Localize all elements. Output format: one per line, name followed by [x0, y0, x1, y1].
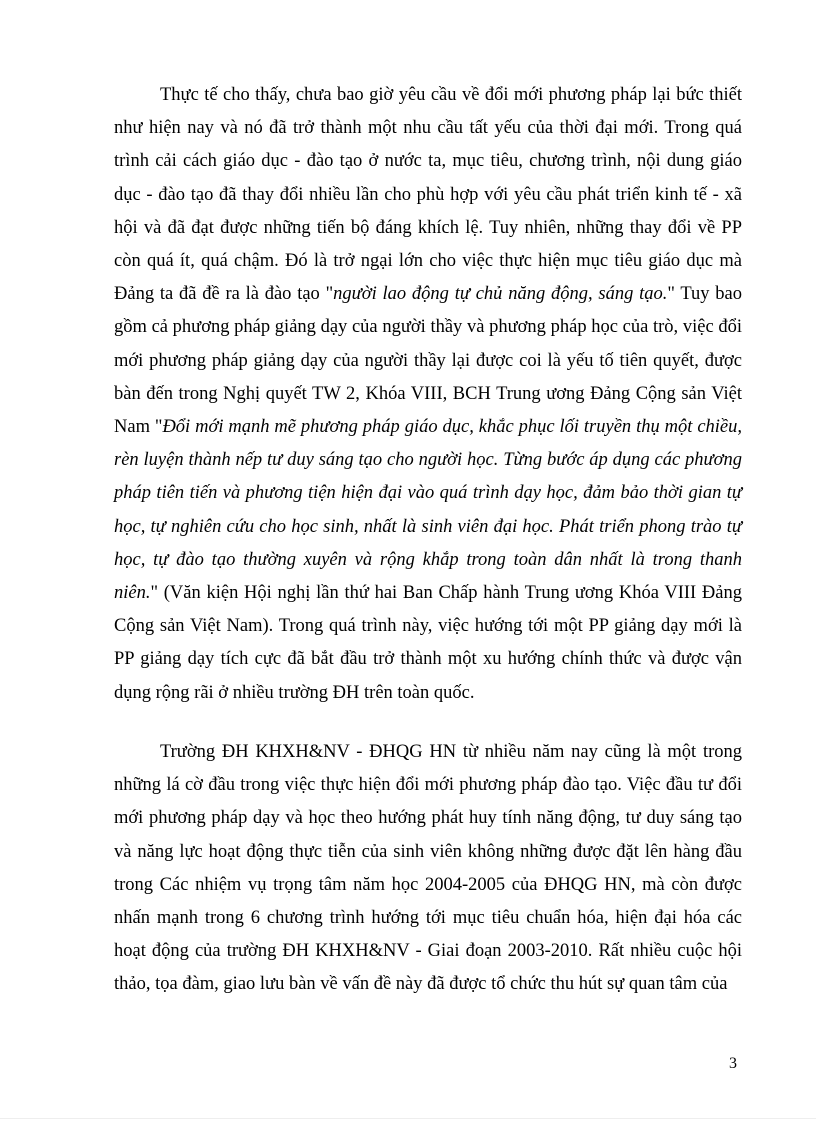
paragraph-text: " (Văn kiện Hội nghị lần thứ hai Ban Chấp hành Trung ương Khóa VIII Đảng Cộng sản Việt Nam). Trong quá trình này, việc hướng tới một PP giảng dạy mới là PP giảng dạy tích cực đã bắt đầu trở thành một xu hướng chính thức và được vận dụng rộng rãi ở nhiều trường ĐH trên toàn quốc. — [114, 583, 742, 703]
paragraph-text: " Tuy bao gồm cả phương pháp giảng dạy của người thầy và phương pháp học của trò, việc đổi mới phương pháp giảng dạy của người thầy lại được coi là yếu tố tiên quyết, được bàn đến trong Nghị quyết TW 2, Khóa VIII, BCH Trung ương Đảng Cộng sản Việt Nam " — [114, 284, 742, 438]
page-number: 3 — [729, 1055, 737, 1072]
italic-quote: Đổi mới mạnh mẽ phương pháp giáo dục, khắc phục lối truyền thụ một chiều, rèn luyện thành nếp tư duy sáng tạo cho người học. Từng bước áp dụng các phương pháp tiên tiến và phương tiện hiện đại vào quá trình dạy học, đảm bảo thời gian tự học, tự nghiên cứu cho học sinh, nhất là sinh viên đại học. Phát triển phong trào tự học, tự đào tạo thường xuyên và rộng khắp trong toàn dân nhất là trong thanh niên. — [114, 417, 743, 604]
body-paragraph: Trường ĐH KHXH&NV - ĐHQG HN từ nhiều năm nay cũng là một trong những lá cờ đầu trong việc thực hiện đổi mới phương pháp đào tạo. Việc đầu tư đổi mới phương pháp dạy và học theo hướng phát huy tính năng động, tư duy sáng tạo và năng lực hoạt động thực tiễn của sinh viên không những được đặt lên hàng đầu trong Các nhiệm vụ trọng tâm năm học 2004-2005 của ĐHQG HN, mà còn được nhấn mạnh trong 6 chương trình hướng tới mục tiêu chuẩn hóa, hiện đại hóa các hoạt động của trường ĐH KHXH&NV - Giai đoạn 2003-2010. Rất nhiều cuộc hội thảo, tọa đàm, giao lưu bàn về vấn đề này đã được tổ chức thu hút sự quan tâm của — [114, 742, 742, 995]
body-paragraph — [114, 79, 742, 710]
page-bottom-divider — [0, 1118, 816, 1119]
paragraph-text: Thực tế cho thấy, chưa bao giờ yêu cầu về đổi mới phương pháp lại bức thiết như hiện nay và nó đã trở thành một nhu cầu tất yếu của thời đại mới. Trong quá trình cải cách giáo dục - đào tạo ở nước ta, mục tiêu, chương trình, nội dung giáo dục - đào tạo đã thay đổi nhiều lần cho phù hợp với yêu cầu phát triển kinh tế - xã hội và đã đạt được những tiến bộ đáng khích lệ. Tuy nhiên, những thay đổi về PP còn quá ít, quá chậm. Đó là trở ngại lớn cho việc thực hiện mục tiêu giáo dục mà Đảng ta đã đề ra là đào tạo " — [114, 85, 742, 305]
italic-quote: người lao động tự chủ năng động, sáng tạo. — [333, 284, 668, 305]
